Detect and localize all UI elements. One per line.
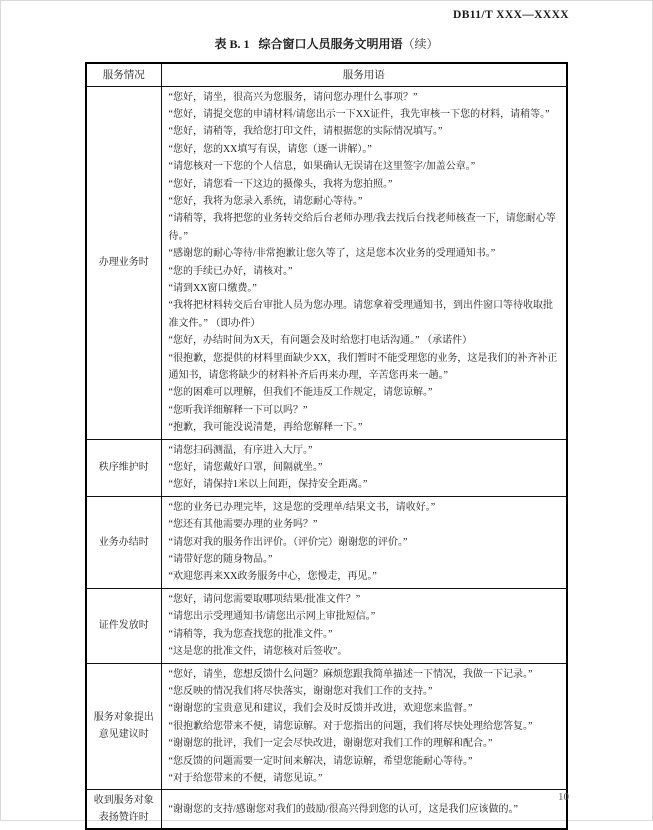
phrase-line: “谢谢您的批评，我们一定会尽快改进，谢谢您对我们工作的理解和配合。” [168, 738, 493, 750]
phrase-line: “谢谢您的宝贵意见和建议，我们会及时反馈并改进，欢迎您来监督。” [168, 703, 473, 715]
phrase-line: “抱歉，我可能没说清楚，再给您解释一下。” [168, 422, 363, 434]
phrase-line: “您好，请问您需要取哪项结果/批准文件？” [168, 593, 361, 605]
header-service-situation: 服务情况 [86, 63, 161, 86]
phrase-line: “谢谢您的支持/感谢您对我们的鼓励/很高兴得到您的认可，这是我们应该做的。” [168, 803, 518, 815]
phrase-line: “欢迎您再来XX政务服务中心，您慢走，再见。” [168, 571, 377, 583]
service-phrases-cell [161, 588, 567, 663]
service-situation-cell: 业务办结时 [86, 496, 161, 588]
table-title-continued: （续） [402, 37, 439, 51]
service-situation-cell: 办理业务时 [86, 86, 161, 439]
table-row [86, 496, 567, 588]
phrase-line: “对于给您带来的不便，请您见谅。” [168, 772, 323, 784]
table-row [86, 86, 567, 439]
phrase-line: “您好，您的XX填写有误，请您（逐一讲解）。” [168, 143, 372, 155]
phrase-line: “请您扫码测温，有序进入大厅。” [168, 444, 313, 456]
table-row [86, 790, 567, 830]
phrase-line: “请稍等，我将把您的业务转交给后台老师办理/我去找后台找老师核查一下，请您耐心等待。” [168, 213, 556, 242]
page-number: 10 [558, 791, 569, 803]
phrase-line: “很抱歉，您提供的材料里面缺少XX，我们暂时不能受理您的业务，这是我们的补齐补正通知书，请您将缺少的材料补齐后再来办理，辛苦您再来一趟。” [168, 352, 558, 381]
table-title-number: 表 B. 1 [214, 37, 250, 51]
phrase-line: “请到XX窗口缴费。” [168, 282, 257, 294]
table-title [0, 35, 653, 52]
phrase-line: “您好，办结时间为X天，有问题会及时给您打电话沟通。” （承诺件） [168, 335, 473, 347]
table-row [86, 588, 567, 663]
phrase-line: “很抱歉给您带来不便，请您谅解。对于您指出的问题，我们将尽快处理给您答复。” [168, 720, 533, 732]
service-phrases-cell [161, 496, 567, 588]
phrase-line: “您好，请提交您的申请材料/请您出示一下XX证件，我先审核一下您的材料，请稍等。” [168, 108, 550, 120]
phrase-line: “您好，请您戴好口罩，间隔就坐。” [168, 462, 323, 474]
phrase-line: “您反映的情况我们将尽快落实，谢谢您对我们工作的支持。” [168, 685, 433, 697]
phrase-line: “您好，请保持1米以上间距，保持安全距离。” [168, 479, 368, 491]
phrase-line: “您还有其他需要办理的业务吗？” [168, 519, 318, 531]
table-body [86, 86, 567, 829]
phrase-line: “请您核对一下您的个人信息，如果确认无误请在这里签字/加盖公章。” [168, 161, 476, 173]
phrase-line: “请稍等，我为您查找您的批准文件。” [168, 628, 333, 640]
phrase-line: “您好，请坐，您想反馈什么问题？麻烦您跟我简单描述一下情况，我做一下记录。” [168, 668, 533, 680]
phrase-line: “您听我详细解释一下可以吗？” [168, 404, 308, 416]
service-phrases-cell [161, 86, 567, 439]
service-language-table [85, 62, 568, 830]
table-header-row [86, 63, 567, 86]
service-situation-cell: 证件发放时 [86, 588, 161, 663]
table-row [86, 663, 567, 790]
phrase-line: “您的困难可以理解，但我们不能违反工作规定，请您谅解。” [168, 387, 433, 399]
phrase-line: “我将把材料转交后台审批人员为您办理。请您拿着受理通知书，到出件窗口等待收取批准文件。” （即办件） [168, 300, 553, 329]
phrase-line: “请您出示受理通知书/请您出示网上审批短信。” [168, 611, 376, 623]
service-phrases-cell [161, 790, 567, 830]
phrase-line: “您的业务已办理完毕，这是您的受理单/结果文书，请收好。” [168, 501, 436, 513]
service-situation-cell: 秩序维护时 [86, 439, 161, 496]
phrase-line: “您好，请您看一下这边的摄像头，我将为您拍照。” [168, 178, 393, 190]
phrase-line: “您好，请坐，很高兴为您服务，请问您办理什么事项？” [168, 91, 418, 103]
service-phrases-cell [161, 663, 567, 790]
phrase-line: “感谢您的耐心等待/非常抱歉让您久等了，这是您本次业务的受理通知书。” [168, 248, 496, 260]
table-header [86, 63, 567, 86]
document-code: DB11/T XXX—XXXX [452, 9, 569, 21]
service-phrases-cell [161, 439, 567, 496]
phrase-line: “您好，我将为您录入系统，请您耐心等待。” [168, 195, 363, 207]
phrase-line: “这是您的批准文件，请您核对后签收”。 [168, 646, 348, 658]
service-situation-cell: 收到服务对象表扬赞许时 [86, 790, 161, 830]
phrase-line: “您好，请稍等，我给您打印文件，请根据您的实际情况填写。” [168, 126, 443, 138]
phrase-line: “请您对我的服务作出评价。（评价完）谢谢您的评价。” [168, 536, 408, 548]
header-service-language: 服务用语 [161, 63, 567, 86]
phrase-line: “请带好您的随身物品。” [168, 554, 273, 566]
phrase-line: “您反馈的问题需要一定时间来解决，请您谅解，希望您能耐心等待。” [168, 755, 473, 767]
phrase-line: “您的手续已办好，请核对。” [168, 265, 293, 277]
table-row [86, 439, 567, 496]
table-title-text: 综合窗口人员服务文明用语 [258, 37, 403, 51]
service-situation-cell: 服务对象提出意见建议时 [86, 663, 161, 790]
